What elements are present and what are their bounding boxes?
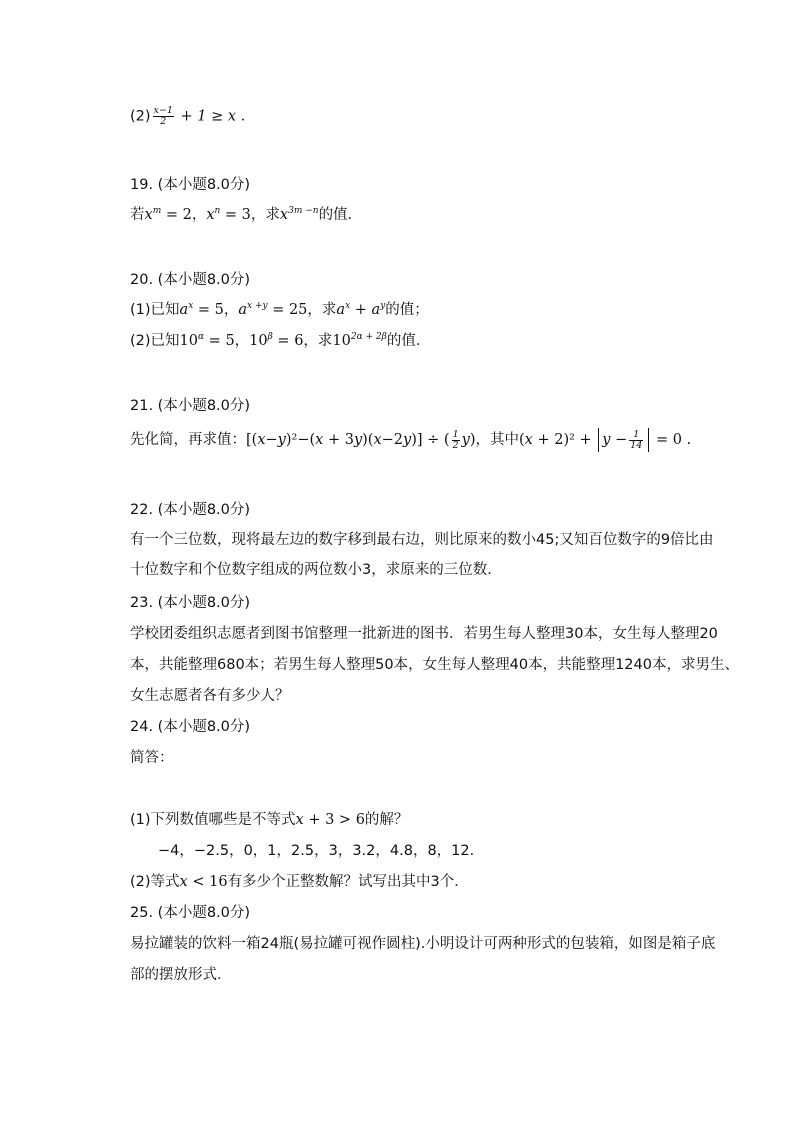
q23-line2: 本，共能整理680本；若男生每人整理50本，女生每人整理40本，共能整理1240本，求男生、 xyxy=(130,657,739,673)
formula: = 0 . xyxy=(651,432,692,448)
formula: $x^n = 3$ xyxy=(206,206,251,223)
q25-line2: 部的摆放形式． xyxy=(130,967,232,983)
q21-text: 先化简，再求值： xyxy=(130,432,246,448)
fraction-numerator: x−1 xyxy=(153,105,173,116)
formula: x < 16 xyxy=(179,874,228,890)
absolute-value: y − $\frac{1}{14}$ xyxy=(598,428,649,452)
formula: $a^{x +y} = 25$ xyxy=(238,301,308,318)
fraction xyxy=(153,106,174,127)
q20-text: (2)已知 xyxy=(130,333,180,349)
q20-part2 xyxy=(130,331,430,351)
q19-heading: 19. (本小题8.0分) xyxy=(130,177,251,193)
q20-text: ， xyxy=(223,302,239,318)
q21-heading: 21. (本小题8.0分) xyxy=(130,398,251,414)
formula: $10^\alpha = 5$ xyxy=(179,332,235,349)
q21-body xyxy=(130,428,691,452)
fraction-denominator: 2 xyxy=(160,116,167,127)
formula: $x^{3m -n}$ xyxy=(279,206,319,223)
q20-text: ，求 xyxy=(303,333,333,349)
q19-text: 若 xyxy=(130,207,145,223)
q22-line2: 十位数字和个位数字组成的两位数小3，求原来的三位数． xyxy=(130,562,502,578)
q24-text: 有多少个正整数解？试写出其中3个． xyxy=(227,874,469,890)
formula: y) xyxy=(461,432,476,448)
q19-text: ，求 xyxy=(250,207,280,223)
q23-line1: 学校团委组织志愿者到图书馆整理一批新进的图书．若男生每人整理30本，女生每人整理20 xyxy=(130,626,718,642)
inequality-tail: + 1 ≥ x . xyxy=(175,108,246,125)
part-label: (2) xyxy=(130,108,151,125)
q23-line3: 女生志愿者各有多少人？ xyxy=(130,688,290,704)
formula: [(x−y)²−(x + 3y)(x−2y)] ÷ ( xyxy=(246,432,450,448)
q20-text: 的值； xyxy=(385,302,429,318)
q22-line1: 有一个三位数，现将最左边的数字移到最右边，则比原来的数小45;又知百位数字的9倍比由 xyxy=(130,532,714,548)
q19-text: ， xyxy=(191,207,207,223)
q25-line1: 易拉罐装的饮料一箱24瓶(易拉罐可视作圆柱).小明设计可两种形式的包装箱，如图是箱子底 xyxy=(130,936,716,952)
q24-text: 的解？ xyxy=(364,812,409,828)
q24-part2 xyxy=(130,872,469,892)
formula: $a^x = 5$ xyxy=(179,301,224,318)
q20-text: ， xyxy=(234,333,250,349)
q24-heading: 24. (本小题8.0分) xyxy=(130,719,251,735)
q19-body xyxy=(130,205,362,225)
q20-heading: 20. (本小题8.0分) xyxy=(130,272,251,288)
q20-text: ，求 xyxy=(307,302,337,318)
q20-part1 xyxy=(130,300,429,320)
q19-text: 的值． xyxy=(318,207,363,223)
formula: $10^\beta = 6$ xyxy=(249,332,304,349)
formula: $a^x + a^y$ xyxy=(336,301,386,318)
q18-part2 xyxy=(130,106,245,127)
q24-part1 xyxy=(130,810,408,830)
q24-line1: 简答： xyxy=(130,750,174,766)
formula: $10^{2\alpha + 2\beta}$ xyxy=(332,332,387,349)
q22-heading: 22. (本小题8.0分) xyxy=(130,502,251,518)
q20-text: (1)已知 xyxy=(130,302,180,318)
formula: $x^m = 2$ xyxy=(144,206,192,223)
q24-text: (1)下列数值哪些是不等式 xyxy=(130,812,296,828)
q24-values: −4，−2.5，0，1，2.5，3，3.2，4.8，8，12． xyxy=(158,843,485,859)
fraction: $\frac{1}{2}$ xyxy=(452,428,459,451)
formula: x + 3 > 6 xyxy=(295,812,365,828)
q21-text: ，其中 xyxy=(475,432,519,448)
formula: (x + 2)² + xyxy=(519,432,597,448)
q20-text: 的值． xyxy=(386,333,431,349)
q25-heading: 25. (本小题8.0分) xyxy=(130,905,251,921)
q24-text: (2)等式 xyxy=(130,874,180,890)
q23-heading: 23. (本小题8.0分) xyxy=(130,595,251,611)
